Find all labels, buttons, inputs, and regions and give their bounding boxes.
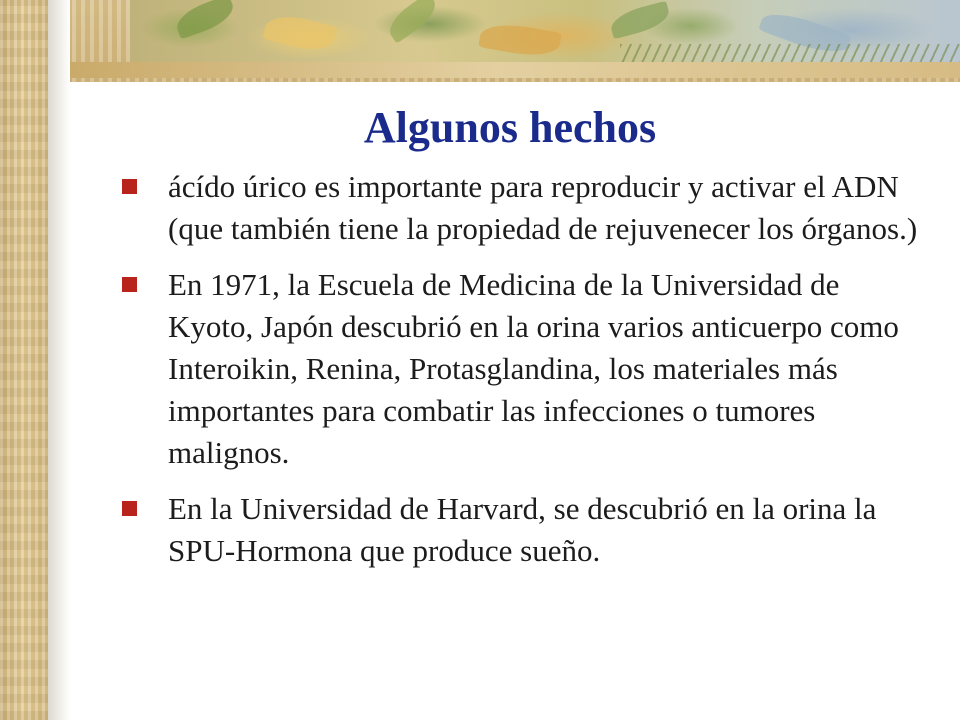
- decorative-banner: [0, 0, 960, 82]
- slide-title: Algunos hechos: [363, 103, 657, 152]
- bullet-text: En 1971, la Escuela de Medicina de la Universidad de Kyoto, Japón descubrió en la orina varios anticuerpo como Interoikin, Renina, Protasglandina, los materiales más importantes para combatir las infecciones o tumores malignos.: [168, 267, 899, 470]
- bullet-item: [118, 488, 928, 572]
- bullet-list: [118, 166, 928, 572]
- square-bullet-icon: [122, 277, 137, 292]
- bullet-text: En la Universidad de Harvard, se descubrió en la orina la SPU-Hormona que produce sueño.: [168, 491, 877, 568]
- bullet-item: [118, 166, 928, 250]
- parchment-strip: [0, 0, 48, 720]
- bullet-item: [118, 264, 928, 474]
- banner-edge: [32, 62, 960, 78]
- square-bullet-icon: [122, 179, 137, 194]
- bullet-text: ácído úrico es importante para reproducir y activar el ADN (que también tiene la propiedad de rejuvenecer los órganos.): [168, 169, 918, 246]
- square-bullet-icon: [122, 501, 137, 516]
